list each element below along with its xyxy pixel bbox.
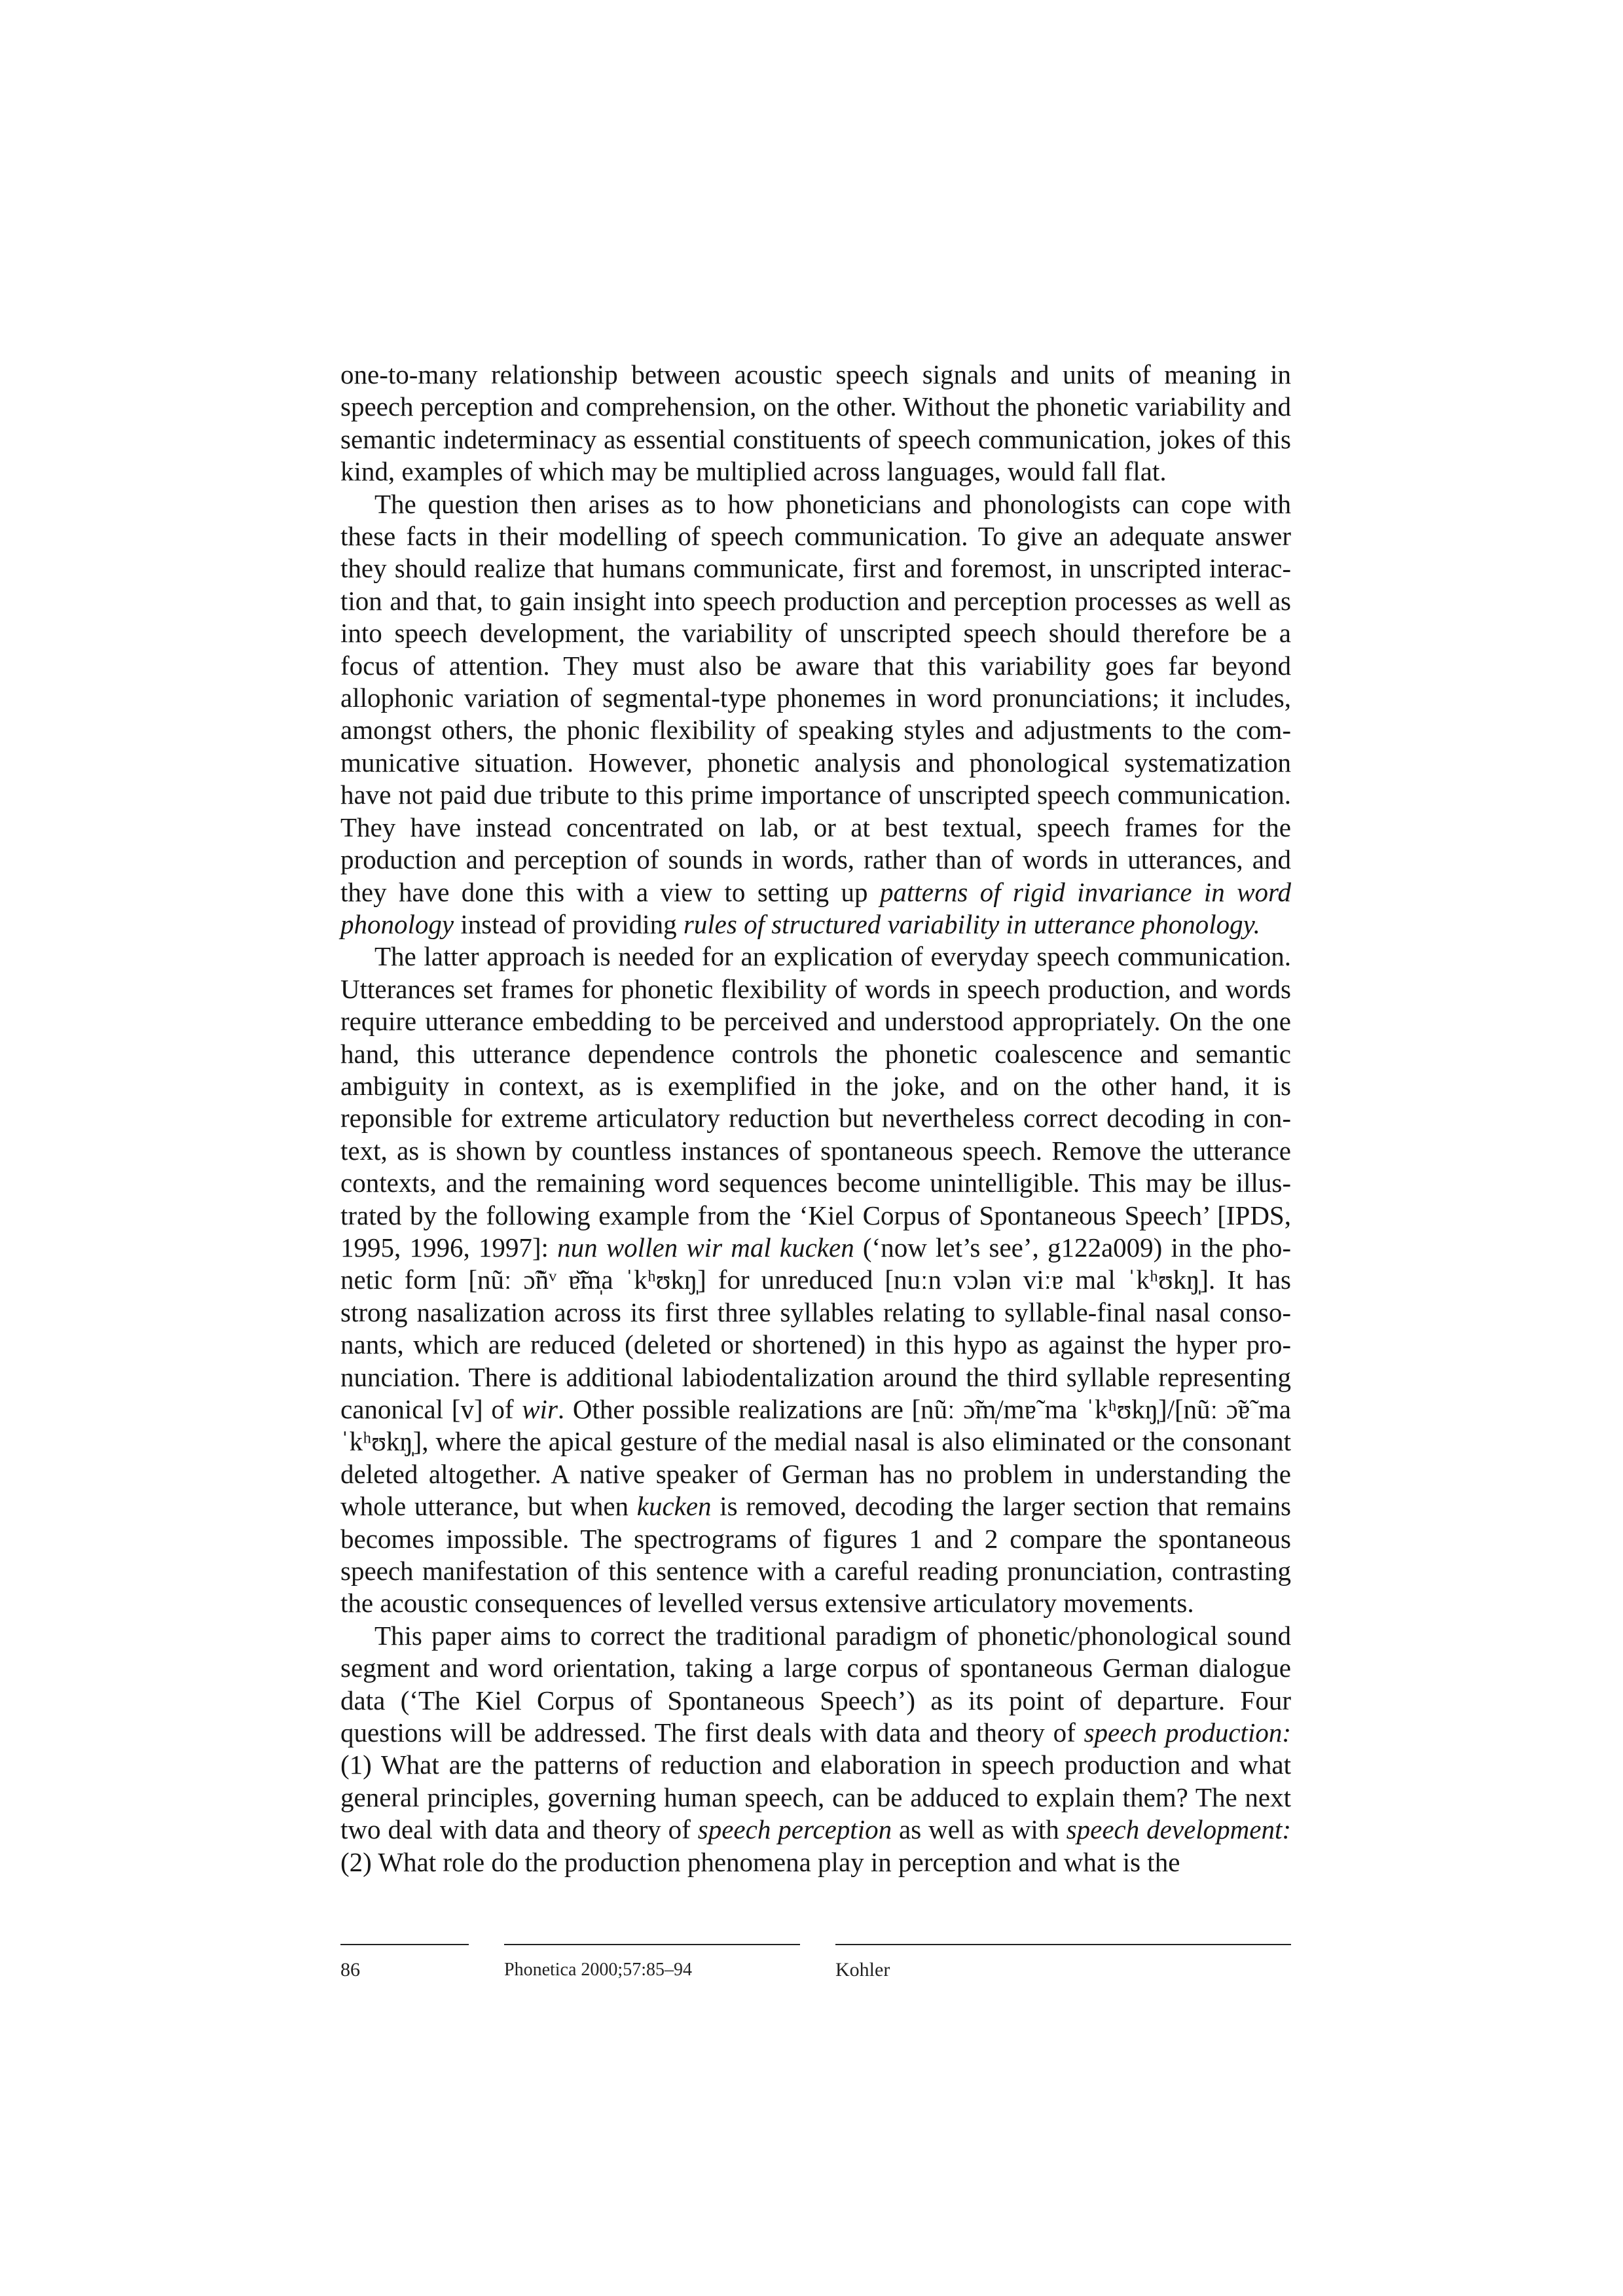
paragraph: This paper aims to correct the traditional paradigm of phonetic/phonological sound segment and word orientation, taking a large corpus of spontaneous German dialogue data (‘The Kiel Corpus of Spontaneous Speech’) as its point of departure. Four questions will be addressed. The first deals with data and theory of speech production: (1) What are the patterns of reduction and elaboration in speech production and what general principles, governing human speech, can be adduced to explain them? The next two deal with data and theory of speech perception as well as with speech development: (2) What role do the production phenomena play in perception and what is the	[340, 1620, 1292, 1877]
footer-rule	[504, 1944, 800, 1945]
italic-term: speech perception	[697, 1814, 892, 1845]
footer-rule	[340, 1944, 469, 1945]
italic-term: nun wollen wir mal kucken	[557, 1232, 854, 1263]
italic-term: patterns of rigid invariance in word phonology	[340, 876, 1291, 939]
paragraph: The question then arises as to how phoneticians and phonologists can cope with these facts in their modelling of speech communication. To give an adequate answer they should realize that humans communicate, first and foremost, in unscripted interaction and that, to gain insight into speech production and perception processes as well as into speech development, the variability of unscripted speech should therefore be a focus of attention. They must also be aware that this variability goes far beyond allophonic variation of segmental-type phonemes in word pronunciations; it includes, amongst others, the phonic flexibility of speaking styles and adjustments to the communicative situation. However, phonetic analysis and phonological systematization have not paid due tribute to this prime importance of unscripted speech communication. They have instead concentrated on lab, or at best textual, speech frames for the production and perception of sounds in words, rather than of words in utterances, and they have done this with a view to setting up patterns of rigid invariance in word phonology instead of providing rules of structured variability in utterance phonology.	[340, 488, 1291, 939]
footer-rule	[835, 1944, 1291, 1945]
body-text	[340, 359, 1291, 1878]
italic-term: rules of structured variability in utterance phonology.	[683, 908, 1260, 939]
italic-term: speech development:	[1066, 1814, 1292, 1845]
page-number: 86	[340, 1959, 360, 1981]
journal-citation: Phonetica 2000;57:85–94	[504, 1960, 692, 1980]
italic-term: kucken	[636, 1491, 712, 1522]
italic-term: speech production:	[1084, 1717, 1291, 1748]
running-author: Kohler	[835, 1959, 890, 1981]
italic-term: wir	[522, 1394, 558, 1424]
paragraph: one-to-many relationship between acoustic speech signals and units of meaning in speech perception and comprehension, on the other. Without the phonetic variability and semantic indeterminacy as essential constituents of speech communication, jokes of this kind, examples of which may be multiplied across languages, would fall flat.	[340, 359, 1291, 487]
paragraph: The latter approach is needed for an explication of everyday speech communication. Utterances set frames for phonetic flexibility of words in speech production, and words require utterance embedding to be perceived and understood appropriately. On the one hand, this utterance dependence controls the phonetic coalescence and semantic ambiguity in context, as is exemplified in the joke, and on the other hand, it is reponsible for extreme articulatory reduction but nevertheless correct decoding in context, as is shown by countless instances of spontaneous speech. Remove the utterance contexts, and the remaining word sequences become unintelligible. This may be illustrated by the following example from the ‘Kiel Corpus of Spontaneous Speech’ [IPDS, 1995, 1996, 1997]: nun wollen wir mal kucken (‘now let’s see’, g122a009) in the phonetic form [nũː ɔ̃ñᵛ ɐ̆̃m̩a ˈkʰʊkŋ̩] for unreduced [nuːn vɔlən viːɐ mal ˈkʰʊkŋ̩]. It has strong nasalization across its first three syllables relating to syllable-final nasal consonants, which are reduced (deleted or shortened) in this hypo as against the hyper pronunciation. There is additional labiodentalization around the third syllable representing canonical [v] of wir. Other possible realizations are [nũː ɔ̃m̩/mɐ̃ ma ˈkʰʊkŋ̩]/[nũː ɔ̃ɐ̃ ma ˈkʰʊkŋ̩], where the apical gesture of the medial nasal is also eliminated or the consonant deleted altogether. A native speaker of German has no problem in understanding the whole utterance, but when kucken is removed, decoding the larger section that remains becomes impossible. The spectrograms of figures 1 and 2 compare the spontaneous speech manifestation of this sentence with a careful reading pronunciation, contrasting the acoustic consequences of levelled versus extensive articulatory movements.	[340, 941, 1292, 1619]
